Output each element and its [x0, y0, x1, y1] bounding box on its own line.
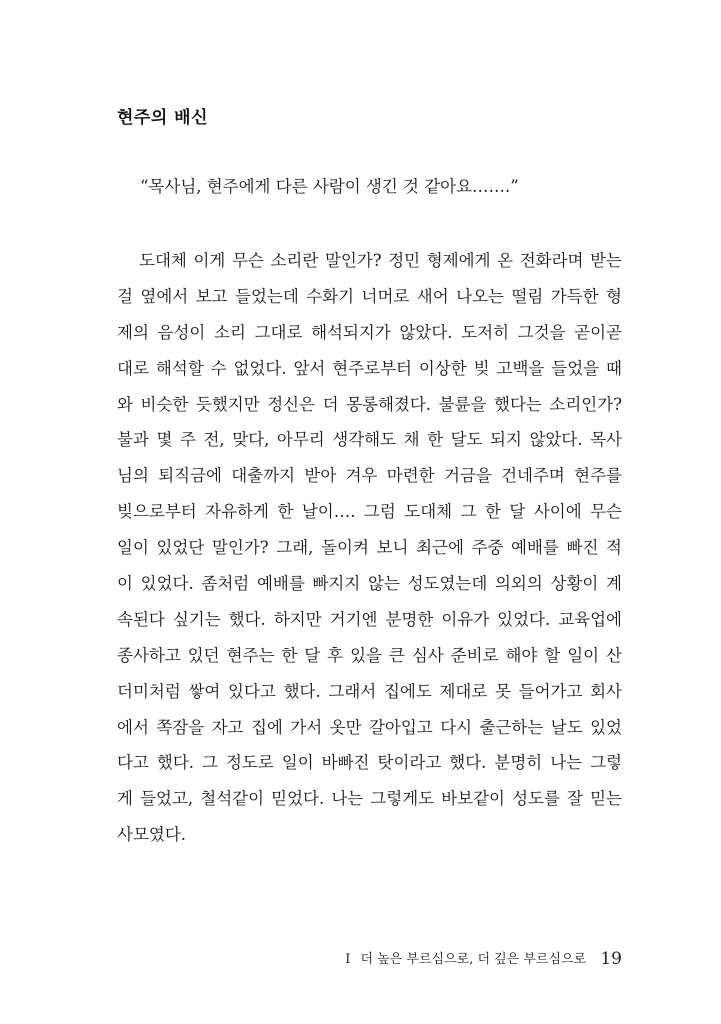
section-heading: 현주의 배신	[117, 108, 209, 128]
paragraph-line: 사모였다.	[117, 825, 187, 845]
paragraph-line: 다고 했다. 그 정도로 일이 바빠진 탓이라고 했다. 분명히 나는 그렇	[117, 753, 622, 773]
paragraph-line: 대로 해석할 수 없었다. 앞서 현주로부터 이상한 빚 고백을 들었을 때	[117, 358, 622, 378]
paragraph-line: 종사하고 있던 현주는 한 달 후 있을 큰 심사 준비로 해야 할 일이 산	[117, 645, 622, 665]
paragraph-line: 일이 있었단 말인가? 그래, 돌이켜 보니 최근에 주중 예배를 빠진 적	[117, 538, 622, 558]
paragraph-line: 속된다 싶기는 했다. 하지만 거기엔 분명한 이유가 있었다. 교육업에	[117, 609, 622, 629]
paragraph-line: 걸 옆에서 보고 들었는데 수화기 너머로 새어 나오는 떨림 가득한 형	[117, 286, 622, 306]
paragraph-line: 도대체 이게 무슨 소리란 말인가? 정민 형제에게 온 전화라며 받는	[139, 251, 622, 270]
running-footer	[345, 948, 622, 969]
paragraph-line: 더미처럼 쌓여 있다고 했다. 그래서 집에도 제대로 못 들어가고 회사	[117, 681, 622, 701]
page-number: 19	[600, 949, 622, 969]
paragraph-line: 와 비슷한 듯했지만 정신은 더 몽롱해졌다. 불륜을 했다는 소리인가?	[117, 394, 622, 414]
paragraph-line: 님의 퇴직금에 대출까지 받아 겨우 마련한 거금을 건네주며 현주를	[117, 466, 622, 486]
paragraph-line: 에서 쪽잠을 자고 집에 가서 옷만 갈아입고 다시 출근하는 날도 있었	[117, 717, 622, 737]
running-title: 더 높은 부르심으로, 더 깊은 부르심으로	[360, 952, 587, 967]
part-marker: I	[345, 952, 351, 967]
paragraph-line: 불과 몇 주 전, 맞다, 아무리 생각해도 채 한 달도 되지 않았다. 목사	[117, 430, 622, 450]
paragraph-line: 이 있었다. 좀처럼 예배를 빠지지 않는 성도였는데 의외의 상황이 계	[117, 574, 622, 594]
paragraph-line: 제의 음성이 소리 그대로 해석되지가 않았다. 도저히 그것을 곧이곧	[117, 322, 622, 342]
quote-line: “목사님, 현주에게 다른 사람이 생긴 것 같아요…….”	[140, 177, 519, 196]
paragraph-line: 게 들었고, 철석같이 믿었다. 나는 그렇게도 바보같이 성도를 잘 믿는	[117, 789, 622, 809]
paragraph-line: 빚으로부터 자유하게 한 날이…. 그럼 도대체 그 한 달 사이에 무슨	[117, 502, 622, 522]
body-paragraph	[117, 243, 622, 853]
